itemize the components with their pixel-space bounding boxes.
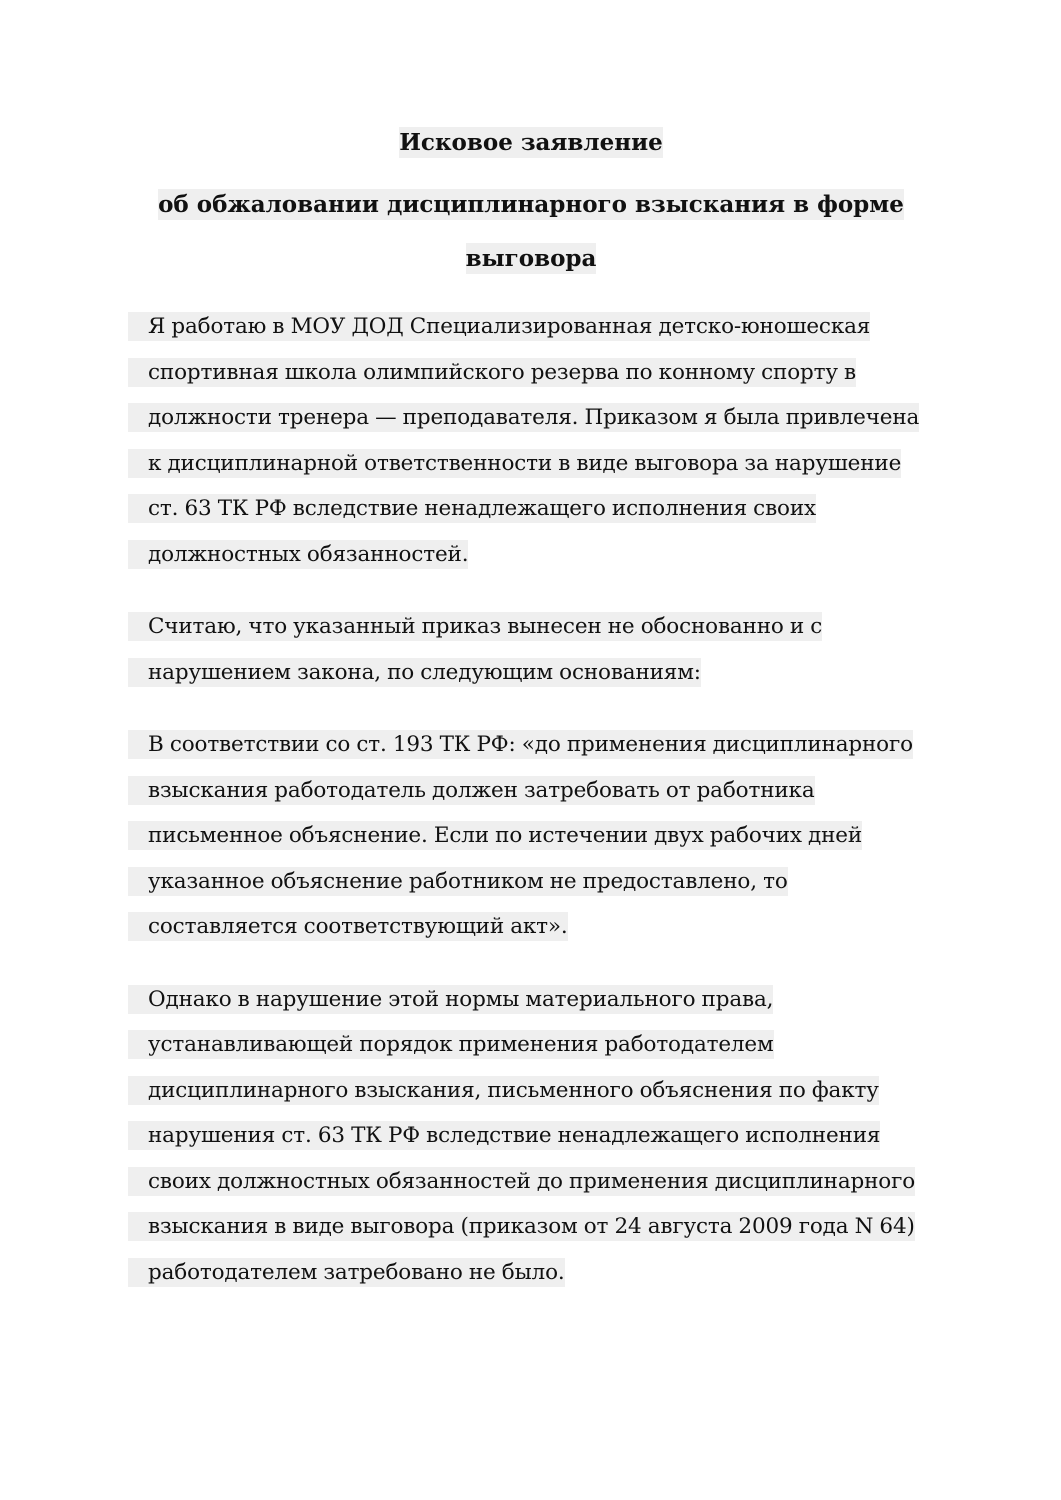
document-title-text: Исковое заявление — [399, 129, 663, 156]
document-subtitle-text: об обжаловании дисциплинарного взыскания в форме выговора — [158, 191, 904, 272]
paragraph-1 — [128, 304, 934, 577]
paragraph-1-text: Я работаю в МОУ ДОД Специализированная детско-юношеская спортивная школа олимпийского резерва по конному спорту в должности тренера — преподавателя. Приказом я была привлечена к дисциплинарной ответственности в виде выговора за нарушение ст. 63 ТК РФ вследствие ненадлежащего исполнения своих должностных обязанностей. — [128, 312, 919, 569]
paragraph-3-text: В соответствии со ст. 193 ТК РФ: «до применения дисциплинарного взыскания работодатель должен затребовать от работника письменное объяснение. Если по истечении двух рабочих дней указанное объяснение работником не предоставлено, то составляется соответствующий акт». — [128, 730, 913, 941]
paragraph-4 — [128, 977, 934, 1296]
document-page — [128, 120, 934, 1295]
paragraph-2 — [128, 604, 934, 695]
paragraph-3 — [128, 722, 934, 950]
paragraph-4-text: Однако в нарушение этой нормы материального права, устанавливающей порядок применения работодателем дисциплинарного взыскания, письменного объяснения по факту нарушения ст. 63 ТК РФ вследствие ненадлежащего исполнения своих должностных обязанностей до применения дисциплинарного взыскания в виде выговора (приказом от 24 августа 2009 года N 64) работодателем затребовано не было. — [128, 985, 915, 1287]
document-subtitle — [128, 178, 934, 286]
document-title — [128, 120, 934, 166]
paragraph-2-text: Считаю, что указанный приказ вынесен не обоснованно и с нарушением закона, по следующим основаниям: — [128, 612, 822, 687]
